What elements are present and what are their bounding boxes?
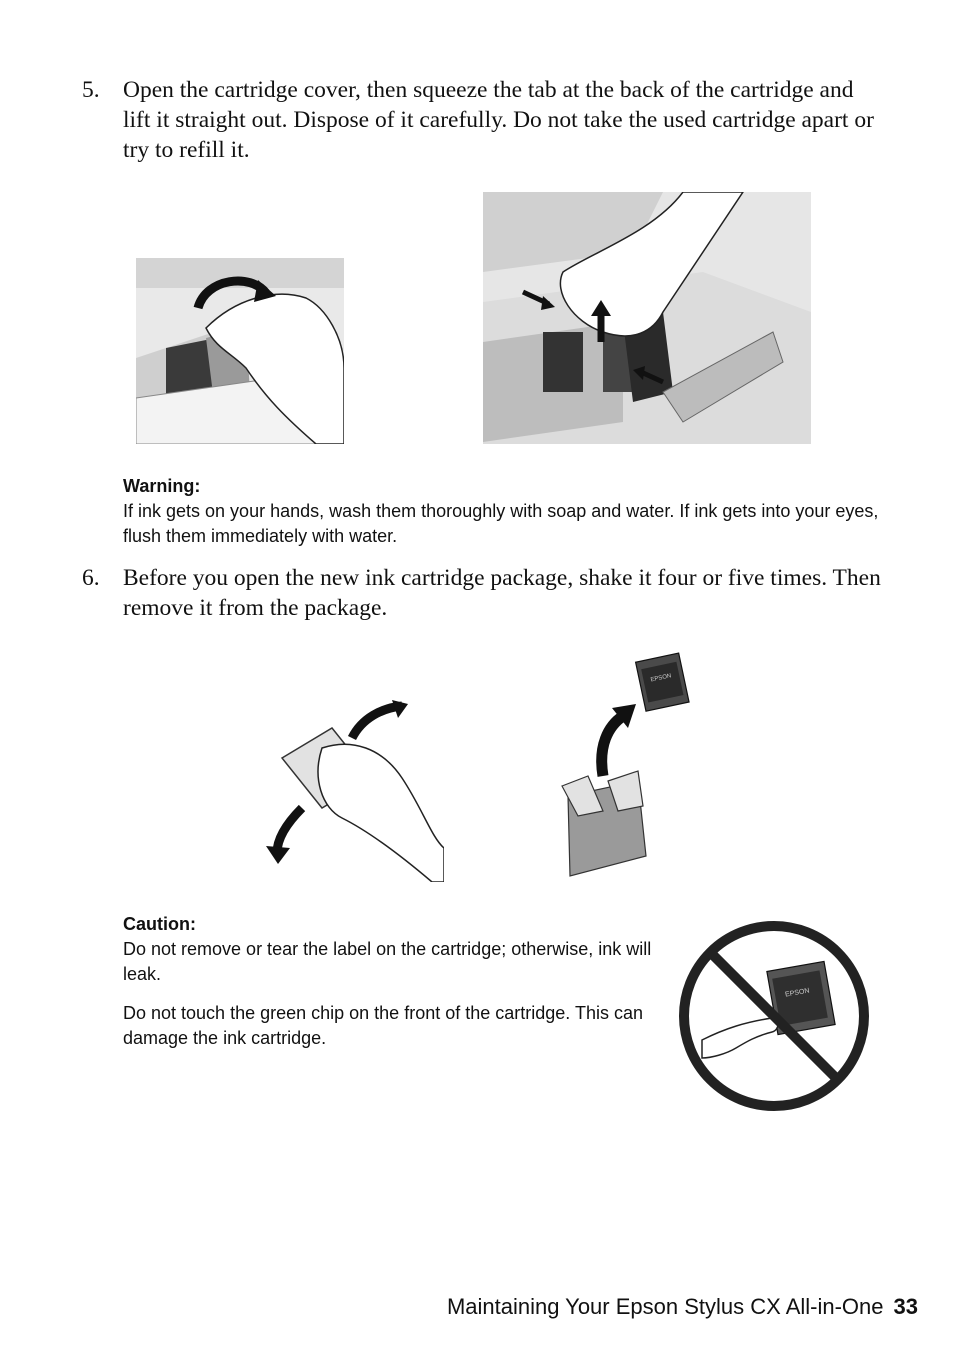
page-footer	[447, 1294, 918, 1320]
warning-heading: Warning:	[123, 476, 201, 496]
step-text: Open the cartridge cover, then squeeze the tab at the back of the cartridge and lift it straight out. Dispose of it carefully. Do not take the used cartridge apart or try to refill it.	[123, 77, 874, 163]
warning-text: If ink gets on your hands, wash them thoroughly with soap and water. If ink gets into your eyes, flush them immediately with water.	[123, 501, 879, 546]
remove-cartridge-illustration	[558, 646, 692, 882]
open-cartridge-cover-illustration	[136, 258, 344, 444]
footer-title: Maintaining Your Epson Stylus CX All-in-One	[446, 1294, 884, 1319]
caution-paragraph-1: Do not remove or tear the label on the cartridge; otherwise, ink will leak.	[123, 939, 652, 984]
shake-package-illustration	[262, 698, 444, 882]
caution-heading: Caution:	[123, 914, 196, 934]
cartridge-brand-label: EPSON	[650, 673, 672, 684]
warning-note	[123, 474, 883, 549]
cartridge-brand-label: EPSON	[784, 987, 811, 999]
caution-note	[123, 912, 663, 1065]
step-number: 6.	[82, 565, 100, 591]
step-text: Before you open the new ink cartridge package, shake it four or five times. Then remove it from the package.	[123, 565, 881, 621]
step-number: 5.	[82, 77, 100, 103]
page-number: 33	[893, 1294, 918, 1319]
caution-paragraph-2: Do not touch the green chip on the front of the cartridge. This can damage the ink cartridge.	[123, 1003, 643, 1048]
do-not-touch-chip-illustration	[676, 918, 872, 1114]
lift-cartridge-illustration	[483, 192, 811, 444]
